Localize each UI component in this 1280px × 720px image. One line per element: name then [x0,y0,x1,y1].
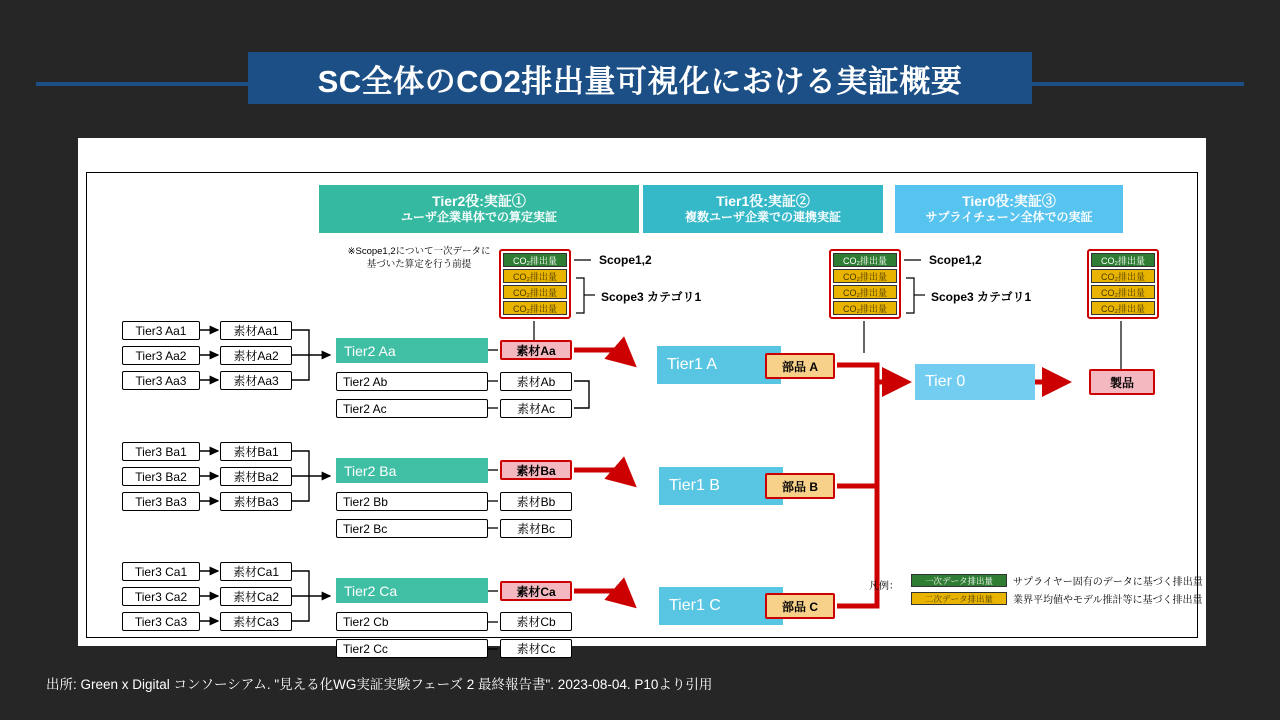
node-tier1: Tier1 B [659,467,783,505]
node-material-sub: 素材Bc [500,519,572,538]
node-material-sub: 素材Bb [500,492,572,511]
scope-note [329,245,509,272]
source-citation: 出所: Green x Digital コンソーシアム. "見える化WG実証実験フェーズ 2 最終報告書". 2023-08-04. P10より引用 [46,677,713,692]
node-tier3: Tier3 Ca3 [122,612,200,631]
legend-swatch-secondary: 二次データ排出量 [911,592,1007,605]
node-material: 素材Ca1 [220,562,292,581]
legend-swatch-primary: 一次データ排出量 [911,574,1007,587]
tab-tier0-subtitle: サプライチェーン全体での実証 [925,210,1093,225]
node-material-main: 素材Ba [500,460,572,480]
page-title-text: SC全体のCO2排出量可視化における実証概要 [317,63,963,99]
node-tier2-main: Tier2 Ba [336,458,488,483]
node-product: 製品 [1089,369,1155,395]
node-material-sub: 素材Cb [500,612,572,631]
scope-note-line2: 基づいた算定を行う前提 [366,259,472,271]
tab-tier1-header [643,185,883,233]
node-part: 部品 C [765,593,835,619]
node-tier1: Tier1 A [657,346,781,384]
node-tier3: Tier3 Aa1 [122,321,200,340]
label-scope3-left: Scope3 カテゴリ1 [601,290,702,304]
co2-stack-tier1 [829,249,901,319]
node-tier3: Tier3 Ba1 [122,442,200,461]
tab-tier1-title: Tier1役:実証② [716,192,810,209]
tab-tier2-header [319,185,639,233]
tab-tier0-header [895,185,1123,233]
node-material-main: 素材Ca [500,581,572,601]
node-material: 素材Ba3 [220,492,292,511]
node-tier2-sub: Tier2 Cc [336,639,488,658]
co2-bar-secondary: CO₂排出量 [833,285,897,299]
scope-note-line1: ※Scope1,2について一次データに [347,246,491,257]
tab-tier0-title: Tier0役:実証③ [962,192,1056,209]
node-material: 素材Aa3 [220,371,292,390]
tab-tier2-subtitle: ユーザ企業単体での算定実証 [400,210,557,225]
co2-bar-primary: CO₂排出量 [1091,253,1155,267]
co2-stack-tier0 [1087,249,1159,319]
label-scope12-right: Scope1,2 [929,253,982,267]
node-tier2-sub: Tier2 Bb [336,492,488,511]
co2-bar-secondary: CO₂排出量 [1091,301,1155,315]
node-part: 部品 A [765,353,835,379]
node-tier3: Tier3 Ca1 [122,562,200,581]
node-material-main: 素材Aa [500,340,572,360]
tab-tier2-title: Tier2役:実証① [432,192,526,209]
diagram-frame [86,172,1203,656]
node-material-sub: 素材Cc [500,639,572,658]
node-tier2-main: Tier2 Ca [336,578,488,603]
co2-bar-primary: CO₂排出量 [833,253,897,267]
tab-tier1-subtitle: 複数ユーザ企業での連携実証 [684,210,841,225]
node-material: 素材Ca3 [220,612,292,631]
node-material: 素材Ba2 [220,467,292,486]
co2-bar-secondary: CO₂排出量 [503,301,567,315]
node-tier1: Tier1 C [659,587,783,625]
node-tier3: Tier3 Aa3 [122,371,200,390]
node-material-sub: 素材Ac [500,399,572,418]
node-part: 部品 B [765,473,835,499]
legend-caption-secondary: 業界平均値やモデル推計等に基づく排出量 [1013,595,1203,606]
node-material: 素材Aa1 [220,321,292,340]
co2-bar-secondary: CO₂排出量 [833,269,897,283]
legend-caption-primary: サプライヤー固有のデータに基づく排出量 [1013,577,1203,588]
node-tier3: Tier3 Ba3 [122,492,200,511]
co2-bar-secondary: CO₂排出量 [503,269,567,283]
legend-title: 凡例： [869,581,899,592]
node-material: 素材Aa2 [220,346,292,365]
page-title [248,52,1032,104]
node-tier2-sub: Tier2 Ab [336,372,488,391]
label-scope3-right: Scope3 カテゴリ1 [931,290,1032,304]
legend-item [911,591,1231,606]
co2-bar-secondary: CO₂排出量 [833,301,897,315]
co2-bar-secondary: CO₂排出量 [1091,285,1155,299]
node-tier2-main: Tier2 Aa [336,338,488,363]
node-tier2-sub: Tier2 Bc [336,519,488,538]
node-tier3: Tier3 Aa2 [122,346,200,365]
node-tier2-sub: Tier2 Ac [336,399,488,418]
co2-stack-tier2 [499,249,571,319]
co2-bar-primary: CO₂排出量 [503,253,567,267]
node-material-sub: 素材Ab [500,372,572,391]
node-tier0: Tier 0 [915,364,1035,400]
legend [911,573,1231,609]
node-material: 素材Ca2 [220,587,292,606]
label-scope12-left: Scope1,2 [599,253,652,267]
node-tier3: Tier3 Ba2 [122,467,200,486]
legend-item [911,573,1231,588]
diagram-card [78,138,1206,656]
co2-bar-secondary: CO₂排出量 [1091,269,1155,283]
node-material: 素材Ba1 [220,442,292,461]
node-tier2-sub: Tier2 Cb [336,612,488,631]
node-tier3: Tier3 Ca2 [122,587,200,606]
co2-bar-secondary: CO₂排出量 [503,285,567,299]
